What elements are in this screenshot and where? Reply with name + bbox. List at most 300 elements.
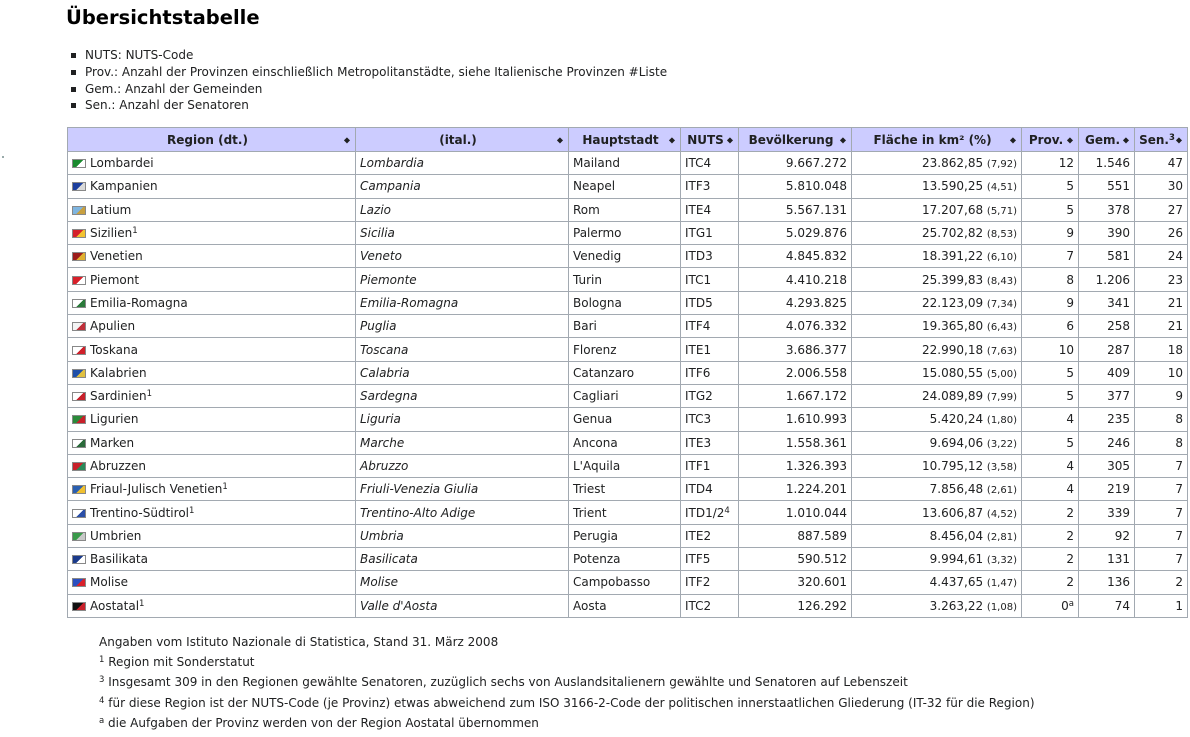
region-flag-icon[interactable] [72,346,86,355]
page-title: Übersichtstabelle [66,6,260,29]
ital-link[interactable]: Emilia-Romagna [360,295,459,310]
region-link[interactable]: Abruzzen [90,459,146,473]
region-link[interactable]: Aostatal [90,598,140,613]
cell-municipalities: 219 [1079,478,1135,501]
region-link[interactable]: Kampanien [90,179,158,194]
cell-capital [569,361,681,384]
cell-population: 1.326.393 [739,454,852,477]
region-link[interactable]: Sardinien [90,389,147,404]
cell-ital [356,594,569,617]
table-row [68,152,1188,175]
ital-link[interactable]: Friuli-Venezia Giulia [360,482,479,497]
cell-provinces: 0$^a$ [1022,594,1079,617]
col-header-capital[interactable]: Hauptstadt ◆ [569,128,681,152]
sort-icon[interactable]: ◆ [668,135,675,144]
ital-link[interactable]: Calabria [360,365,410,380]
cell-ital [356,268,569,291]
ital-link[interactable]: Sardegna [360,389,418,404]
cell-senators: 21 [1135,291,1188,314]
region-flag-icon[interactable] [72,602,86,611]
footnote-ref[interactable]: 1 [132,226,138,237]
cell-municipalities: 131 [1079,548,1135,571]
cell-capital [569,175,681,198]
table-header-row [68,128,1188,152]
cell-nuts: ITD3 [681,245,739,268]
cell-ital [356,431,569,454]
abbreviation-legend [68,47,667,114]
table-row [68,291,1188,314]
cell-nuts: ITF1 [681,454,739,477]
cell-region [68,501,356,524]
region-link[interactable]: Latium [90,202,132,217]
cell-area: 3.263,22 (1,08) [852,594,1022,617]
cell-population: 590.512 [739,548,852,571]
capital-link[interactable]: Cagliari [573,389,619,404]
cell-population: 320.601 [739,571,852,594]
cell-senators: 7 [1135,478,1188,501]
region-flag-icon[interactable] [72,229,86,238]
region-link[interactable]: Marken [90,435,135,450]
cell-nuts: ITC3 [681,408,739,431]
region-link[interactable]: Basilikata [90,552,148,567]
cell-ital [356,454,569,477]
area-percent: (1,47) [986,578,1017,590]
cell-region [68,315,356,338]
cell-population: 4.076.332 [739,315,852,338]
cell-provinces: 8 [1022,268,1079,291]
footnote-ref[interactable]: 4 [724,505,730,516]
capital-link[interactable]: Campobasso [573,575,651,590]
capital-link[interactable]: Mailand [573,156,620,171]
cell-provinces: 2 [1022,524,1079,547]
cell-capital [569,198,681,221]
legend-item: Sen.: Anzahl der Senatoren [68,97,667,114]
region-link[interactable]: Sizilien [90,226,133,241]
cell-ital [356,198,569,221]
region-link[interactable]: Toskana [90,342,138,357]
cell-population: 4.845.832 [739,245,852,268]
cell-region [68,408,356,431]
area-percent: (7,34) [986,298,1017,310]
sort-icon[interactable]: ◆ [556,135,563,144]
area-percent: (5,71) [986,205,1017,217]
cell-capital [569,431,681,454]
ital-link[interactable]: Piemonte [360,272,417,287]
cell-region [68,152,356,175]
cell-provinces: 10 [1022,338,1079,361]
cell-senators: 27 [1135,198,1188,221]
ital-link[interactable]: Sicilia [360,226,395,241]
cell-municipalities: 1.546 [1079,152,1135,175]
ital-link[interactable]: Toscana [360,342,409,357]
ital-link[interactable]: Lazio [360,202,392,217]
cell-capital [569,245,681,268]
region-flag-icon[interactable] [72,509,86,518]
table-row [68,245,1188,268]
area-percent: (6,43) [986,322,1017,334]
sort-icon[interactable]: ◆ [1175,135,1182,144]
cell-capital [569,478,681,501]
region-flag-icon[interactable] [72,252,86,261]
cell-region [68,221,356,244]
table-row [68,175,1188,198]
capital-link[interactable]: Palermo [573,226,622,241]
legend-item: Prov.: Anzahl der Provinzen einschließlich Metropolitanstädte, siehe Italienische Provinzen #Liste [68,64,667,81]
cell-senators: 24 [1135,245,1188,268]
footnote-marker: a [99,715,105,726]
region-flag-icon[interactable] [72,182,86,191]
area-percent: (2,81) [986,531,1017,543]
cell-region [68,245,356,268]
cell-senators: 47 [1135,152,1188,175]
region-flag-icon[interactable] [72,439,86,448]
cell-municipalities: 258 [1079,315,1135,338]
cell-provinces: 12 [1022,152,1079,175]
area-percent: (1,08) [986,601,1017,613]
cell-capital [569,548,681,571]
cell-municipalities: 339 [1079,501,1135,524]
region-link[interactable]: Emilia-Romagna [90,295,188,310]
stray-dot [2,156,4,158]
region-flag-icon[interactable] [72,532,86,541]
cell-ital [356,501,569,524]
ital-link[interactable]: Puglia [360,319,397,334]
ital-link[interactable]: Marche [360,435,405,450]
col-header-municipalities[interactable]: Gem. ◆ [1079,128,1135,152]
cell-region [68,198,356,221]
region-flag-icon[interactable] [72,322,86,331]
table-row [68,221,1188,244]
cell-capital [569,315,681,338]
cell-senators: 21 [1135,315,1188,338]
cell-area: 25.399,83 (8,43) [852,268,1022,291]
table-row [68,571,1188,594]
cell-population: 5.567.131 [739,198,852,221]
capital-link[interactable]: Venedig [573,249,622,264]
cell-ital [356,315,569,338]
cell-area: 9.994,61 (3,32) [852,548,1022,571]
footnote-ref[interactable]: 1 [189,505,195,516]
cell-municipalities: 341 [1079,291,1135,314]
table-row [68,454,1188,477]
cell-senators: 23 [1135,268,1188,291]
capital-link[interactable]: Perugia [573,528,619,543]
footnote-item: Angaben vom Istituto Nazionale di Statistica, Stand 31. März 2008 [99,635,499,649]
regions-table [67,127,1188,618]
ital-link[interactable]: Trentino-Alto Adige [360,505,476,520]
cell-provinces: 4 [1022,478,1079,501]
cell-ital [356,338,569,361]
cell-municipalities: 235 [1079,408,1135,431]
col-header-population[interactable]: Bevölkerung ◆ [739,128,852,152]
cell-capital [569,291,681,314]
footnote-ref[interactable]: 1 [139,598,145,609]
area-percent: (5,00) [986,368,1017,380]
cell-senators: 9 [1135,384,1188,407]
cell-region [68,268,356,291]
table-row [68,594,1188,617]
region-flag-icon[interactable] [72,276,86,285]
cell-capital [569,571,681,594]
capital-link[interactable]: Aosta [573,598,607,613]
cell-nuts: ITG1 [681,221,739,244]
cell-population: 126.292 [739,594,852,617]
region-flag-icon[interactable] [72,415,86,424]
ital-link[interactable]: Molise [360,575,398,590]
footnotes [99,632,1035,733]
cell-area: 5.420,24 (1,80) [852,408,1022,431]
capital-link[interactable]: Genua [573,412,613,427]
region-link[interactable]: Molise [90,575,128,590]
col-header-senators[interactable]: Sen.$^3$ ◆ [1135,128,1188,152]
ital-link[interactable]: Lombardia [360,156,424,171]
capital-link[interactable]: Trient [573,505,607,520]
region-flag-icon[interactable] [72,159,86,168]
region-flag-icon[interactable] [72,206,86,215]
cell-provinces: 6 [1022,315,1079,338]
cell-ital [356,221,569,244]
cell-municipalities: 92 [1079,524,1135,547]
cell-capital [569,524,681,547]
col-header-ital[interactable]: (ital.) ◆ [356,128,569,152]
area-percent: (8,43) [986,275,1017,287]
table-row [68,501,1188,524]
capital-link[interactable]: Neapel [573,179,616,194]
cell-area: 22.123,09 (7,34) [852,291,1022,314]
area-percent: (3,32) [986,555,1017,567]
cell-region [68,291,356,314]
cell-provinces: 5 [1022,198,1079,221]
cell-area: 22.990,18 (7,63) [852,338,1022,361]
cell-nuts: ITE4 [681,198,739,221]
cell-capital [569,338,681,361]
cell-population: 4.293.825 [739,291,852,314]
cell-municipalities: 246 [1079,431,1135,454]
cell-nuts: ITF4 [681,315,739,338]
cell-senators: 8 [1135,431,1188,454]
cell-population: 1.558.361 [739,431,852,454]
cell-population: 2.006.558 [739,361,852,384]
region-flag-icon[interactable] [72,555,86,564]
area-percent: (6,10) [986,252,1017,264]
cell-region [68,338,356,361]
footnote-ref[interactable]: 3 [1168,132,1175,143]
region-link[interactable]: Apulien [90,319,136,334]
capital-link[interactable]: Triest [573,482,606,497]
cell-area: 15.080,55 (5,00) [852,361,1022,384]
table-row [68,431,1188,454]
sort-icon[interactable]: ◆ [839,135,846,144]
footnote-item: $^a$ die Aufgaben der Provinz werden von der Region Aostatal übernommen [99,715,539,730]
capital-link[interactable]: L'Aquila [573,459,621,473]
legend-item: NUTS: NUTS-Code [68,47,667,64]
cell-senators: 8 [1135,408,1188,431]
capital-link[interactable]: Catanzaro [573,365,635,380]
cell-nuts: ITF2 [681,571,739,594]
region-flag-icon[interactable] [72,578,86,587]
cell-area: 23.862,85 (7,92) [852,152,1022,175]
footnote-ref[interactable]: 1 [222,482,228,493]
region-flag-icon[interactable] [72,392,86,401]
footnote-item: $^3$ Insgesamt 309 in den Regionen gewählte Senatoren, zuzüglich sechs von Auslandsitalienern gewählte und Senatoren auf Lebenszeit [99,675,908,690]
cell-capital [569,384,681,407]
cell-senators: 7 [1135,548,1188,571]
cell-area: 4.437,65 (1,47) [852,571,1022,594]
cell-capital [569,454,681,477]
cell-senators: 7 [1135,454,1188,477]
cell-ital [356,408,569,431]
region-link[interactable]: Umbrien [90,528,142,543]
cell-population: 5.029.876 [739,221,852,244]
ital-link[interactable]: Veneto [360,249,402,264]
cell-provinces: 2 [1022,571,1079,594]
cell-ital [356,152,569,175]
cell-capital [569,221,681,244]
cell-provinces: 9 [1022,221,1079,244]
cell-senators: 1 [1135,594,1188,617]
region-link[interactable]: Piemont [90,272,140,287]
sort-icon[interactable]: ◆ [1009,135,1016,144]
cell-nuts: ITE1 [681,338,739,361]
cell-provinces: 4 [1022,454,1079,477]
cell-provinces: 7 [1022,245,1079,268]
cell-region [68,431,356,454]
region-flag-icon[interactable] [72,485,86,494]
cell-region [68,384,356,407]
col-header-region[interactable]: Region (dt.) ◆ [68,128,356,152]
cell-municipalities: 305 [1079,454,1135,477]
region-link[interactable]: Lombardei [90,156,154,171]
cell-region [68,361,356,384]
table-row [68,408,1188,431]
ital-link[interactable]: Abruzzo [360,459,409,473]
sort-icon[interactable]: ◆ [1122,135,1129,144]
cell-senators: 7 [1135,524,1188,547]
region-flag-icon[interactable] [72,299,86,308]
area-percent: (4,51) [986,182,1017,194]
ital-link[interactable]: Liguria [360,412,401,427]
cell-municipalities: 74 [1079,594,1135,617]
capital-link[interactable]: Ancona [573,435,618,450]
table-row [68,384,1188,407]
cell-area: 25.702,82 (8,53) [852,221,1022,244]
table-row [68,198,1188,221]
cell-area: 9.694,06 (3,22) [852,431,1022,454]
cell-area: 19.365,80 (6,43) [852,315,1022,338]
cell-provinces: 5 [1022,431,1079,454]
cell-area: 13.590,25 (4,51) [852,175,1022,198]
cell-municipalities: 1.206 [1079,268,1135,291]
area-percent: (7,92) [986,159,1017,171]
cell-nuts: ITC4 [681,152,739,175]
capital-link[interactable]: Turin [573,272,602,287]
capital-link[interactable]: Rom [573,202,600,217]
cell-municipalities: 378 [1079,198,1135,221]
cell-area: 10.795,12 (3,58) [852,454,1022,477]
cell-population: 1.010.044 [739,501,852,524]
cell-population: 5.810.048 [739,175,852,198]
cell-area: 24.089,89 (7,99) [852,384,1022,407]
cell-senators: 7 [1135,501,1188,524]
cell-municipalities: 287 [1079,338,1135,361]
cell-ital [356,571,569,594]
cell-capital [569,408,681,431]
table-row [68,268,1188,291]
region-flag-icon[interactable] [72,369,86,378]
cell-municipalities: 136 [1079,571,1135,594]
sort-icon[interactable]: ◆ [726,135,733,144]
cell-population: 1.667.172 [739,384,852,407]
cell-area: 13.606,87 (4,52) [852,501,1022,524]
col-header-nuts[interactable]: NUTS ◆ [681,128,739,152]
cell-municipalities: 409 [1079,361,1135,384]
cell-nuts: ITE3 [681,431,739,454]
ital-link[interactable]: Campania [360,179,421,194]
area-percent: (3,58) [986,462,1017,473]
capital-link[interactable]: Potenza [573,552,621,567]
cell-ital [356,361,569,384]
region-link[interactable]: Trentino-Südtirol [90,505,189,520]
legend-item: Gem.: Anzahl der Gemeinden [68,81,667,98]
cell-population: 1.610.993 [739,408,852,431]
table-row [68,478,1188,501]
sort-icon[interactable]: ◆ [1066,135,1073,144]
cell-provinces: 2 [1022,548,1079,571]
capital-link[interactable]: Florenz [573,342,617,357]
cell-ital [356,245,569,268]
footnote-ref[interactable]: 1 [146,389,152,400]
cell-population: 887.589 [739,524,852,547]
capital-link[interactable]: Bologna [573,295,622,310]
table-body [68,152,1188,618]
capital-link[interactable]: Bari [573,319,597,334]
cell-nuts: ITF6 [681,361,739,384]
cell-provinces: 5 [1022,175,1079,198]
region-link[interactable]: Friaul-Julisch Venetien [90,482,223,497]
cell-capital [569,268,681,291]
ital-link[interactable]: Basilicata [360,552,418,567]
cell-provinces: 5 [1022,361,1079,384]
cell-capital [569,152,681,175]
cell-region [68,571,356,594]
col-header-provinces[interactable]: Prov. ◆ [1022,128,1079,152]
cell-region [68,454,356,477]
cell-region [68,594,356,617]
cell-region [68,478,356,501]
col-header-area[interactable]: Fläche in km² (%) ◆ [852,128,1022,152]
table-row [68,524,1188,547]
region-link[interactable]: Kalabrien [90,365,147,380]
cell-senators: 18 [1135,338,1188,361]
sort-icon[interactable]: ◆ [343,135,350,144]
area-percent: (1,80) [986,415,1017,427]
cell-nuts: ITF3 [681,175,739,198]
cell-municipalities: 390 [1079,221,1135,244]
area-percent: (3,22) [986,438,1017,450]
cell-nuts: ITD5 [681,291,739,314]
cell-provinces: 9 [1022,291,1079,314]
footnote-marker: 3 [99,675,105,686]
area-percent: (2,61) [986,485,1017,497]
ital-link[interactable]: Valle d'Aosta [360,598,438,613]
footnote-ref[interactable]: a [1068,598,1074,609]
region-flag-icon[interactable] [72,462,86,471]
region-link[interactable]: Venetien [90,249,143,264]
region-link[interactable]: Ligurien [90,412,139,427]
cell-ital [356,384,569,407]
footnote-marker: 4 [99,695,105,706]
ital-link[interactable]: Umbria [360,528,404,543]
